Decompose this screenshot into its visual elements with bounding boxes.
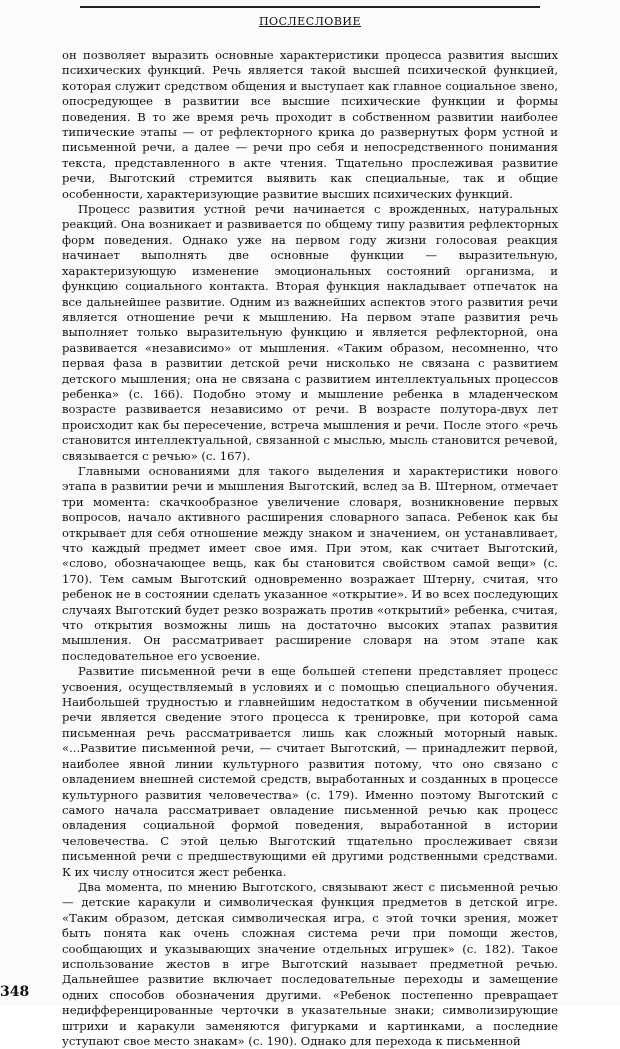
header-rule	[80, 6, 540, 8]
paragraph-1: он позволяет выразить основные характеристики процесса развития высших психических функций. Речь является такой высшей психической функцией, которая служит средством общения и выступает как главное социальное звено, опосредующее в развитии все высшие психические функции и формы поведения. В то же время речь проходит в собственном развитии наиболее типические этапы — от рефлекторного крика до развернутых форм устной и письменной речи, а далее — речи про себя и непосредственного понимания текста, представленного в акте чтения. Тщательно прослеживая развитие речи, Выготский стремится выявить как специальные, так и общие особенности, характеризующие развитие высших психических функций.	[62, 48, 558, 201]
paragraph-2: Процесс развития устной речи начинается с врожденных, натуральных реакций. Она возникает и развивается по общему типу развития рефлекторных форм поведения. Однако уже на первом году жизни голосовая реакция начинает выполнять две основные функции — выразительную, характеризующую изменение эмоциональных состояний организма, и функцию социального контакта. Вторая функция накладывает отпечаток на все дальнейшее развитие. Одним из важнейших аспектов этого развития речи является отношение речи к мышлению. На первом этапе развития речь выполняет только выразительную функцию и является рефлекторной, она развивается «независимо» от мышления. «Таким образом, несомненно, что первая фаза в развитии детской речи нисколько не связана с развитием детского мышления; она не связана с развитием интеллектуальных процессов ребенка» (с. 166). Подобно этому и мышление ребенка в младенческом возрасте развивается независимо от речи. В возрасте полутора-двух лет происходит как бы пересечение, встреча мышления и речи. После этого «речь становится интеллектуальной, связанной с мыслью, мысль становится речевой, связывается с речью» (с. 167).	[62, 202, 558, 463]
paragraph-3: Главными основаниями для такого выделения и характеристики нового этапа в развитии речи и мышления Выготский, вслед за В. Штерном, отмечает три момента: скачкообразное увеличение словаря, возникновение первых вопросов, начало активного расширения словарного запаса. Ребенок как бы открывает для себя отношение между знаком и значением, он устанавливает, что каждый предмет имеет свое имя. При этом, как считает Выготский, «слово, обозначающее вещь, как бы становится свойством самой вещи» (с. 170). Тем самым Выготский одновременно возражает Штерну, считая, что ребенок не в состоянии сделать указанное «открытие». И во всех последующих случаях Выготский будет резко возражать против «открытий» ребенка, считая, что открытия возможны лишь на достаточно высоких этапах развития мышления. Он рассматривает расширение словаря на этом этапе как последовательное его усвоение.	[62, 463, 558, 663]
running-title: ПОСЛЕСЛОВИЕ	[258, 15, 362, 28]
body-text	[62, 48, 558, 1049]
paragraph-5: Два момента, по мнению Выготского, связывают жест с письменной речью — детские каракули и символическая функция предметов в детской игре. «Таким образом, детская символическая игра, с этой точки зрения, может быть понята как очень сложная система речи при помощи жестов, сообщающих и указывающих значение отдельных игрушек» (с. 182). Такое использование жестов в игре Выготский называет предметной речью. Дальнейшее развитие включает последовательные переходы и замещение одних способов обозначения другими. «Ребенок постепенно превращает недифференцированные черточки в указательные знаки; символизирующие штрихи и каракули заменяются фигурками и картинками, а последние уступают свое место знакам» (с. 190). Однако для перехода к письменной	[62, 879, 558, 1048]
paragraph-4: Развитие письменной речи в еще большей степени представляет процесс усвоения, осуществляемый в условиях и с помощью специального обучения. Наибольшей трудностью и главнейшим недостатком в обучении письменной речи является сведение этого процесса к тренировке, при которой сама письменная речь рассматривается лишь как сложный моторный навык. «...Развитие письменной речи, — считает Выготский, — принадлежит первой, наиболее явной линии культурного развития потому, что оно связано с овладением внешней системой средств, выработанных и созданных в процессе культурного развития человечества» (с. 179). Именно поэтому Выготский с самого начала рассматривает овладение письменной речью как процесс овладения социальной формой поведения, выработанной в истории человечества. С этой целью Выготский тщательно прослеживает связи письменной речи с предшествующими ей другими родственными средствами. К их числу относится жест ребенка.	[62, 664, 558, 879]
page-number: 348	[0, 984, 30, 1000]
